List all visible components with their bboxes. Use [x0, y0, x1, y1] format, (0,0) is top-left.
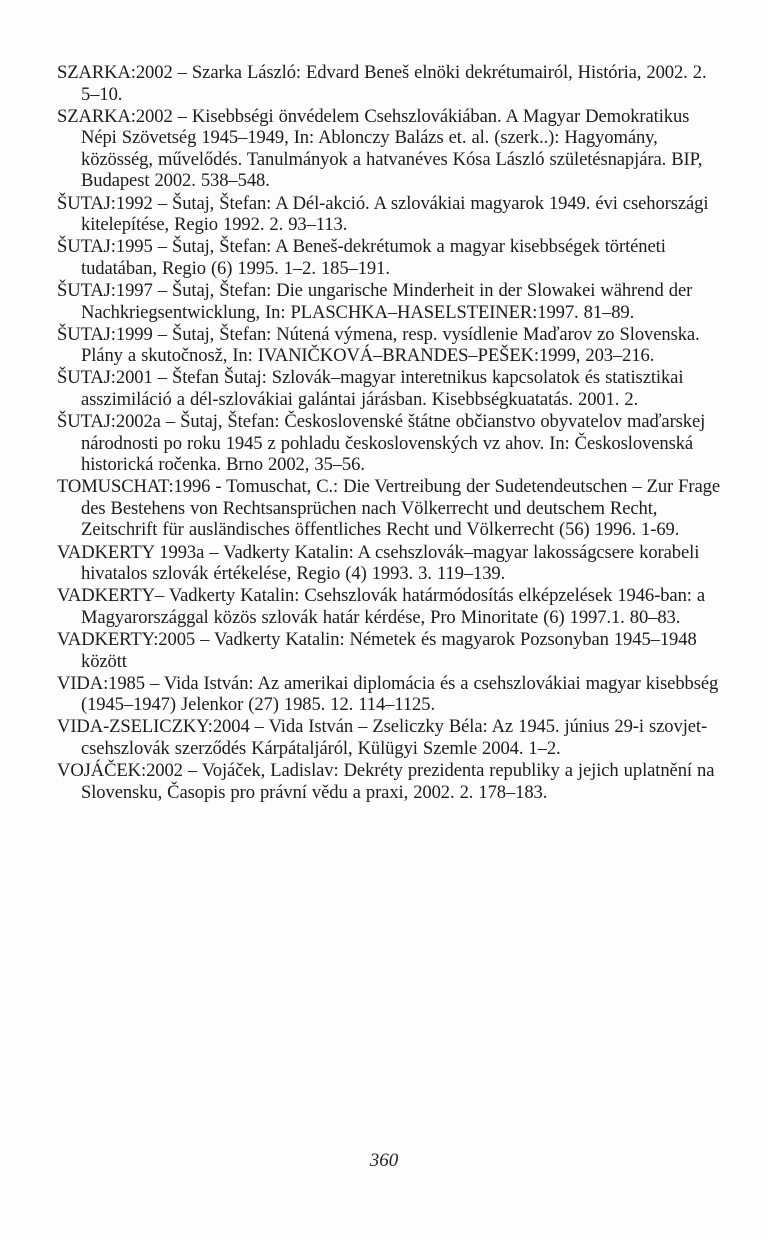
reference-entry: VADKERTY:2005 – Vadkerty Katalin: Németek és magyarok Pozsonyban 1945–1948 között [57, 628, 697, 672]
reference-entry: SZARKA:2002 – Kisebbségi önvédelem Csehszlovákiában. A Magyar Demokratikus Népi Szövetség 1945–1949, In: Ablonczy Balázs et. al. (szerk..): Hagyomány, közösség, művelődés. Tanulmányok a hatvanéves Kósa László születésnapjára. BIP, Budapest 2002. 538–548. [57, 105, 703, 192]
reference-entry: VADKERTY 1993a – Vadkerty Katalin: A csehszlovák–magyar lakosságcsere korabeli hivatalos szlovák értékelése, Regio (4) 1993. 3. 119–139. [57, 541, 700, 585]
reference-entry: VIDA-ZSELICZKY:2004 – Vida István – Zseliczky Béla: Az 1945. június 29-i szovjet-csehszlovák szerződés Kárpátaljáról, Külügyi Szemle 2004. 1–2. [57, 716, 708, 759]
reference-entry: VIDA:1985 – Vida István: Az amerikai diplomácia és a csehszlovákiai magyar kisebbség (1945–1947) Jelenkor (27) 1985. 12. 114–1125. [57, 672, 719, 716]
reference-entry: ŠUTAJ:1995 – Šutaj, Štefan: A Beneš-dekrétumok a magyar kisebbségek történeti tudatában, Regio (6) 1995. 1–2. 185–191. [57, 236, 666, 279]
reference-entry: ŠUTAJ:2002a – Šutaj, Štefan: Československé štátne občianstvo obyvatelov maďarskej národnosti po roku 1945 z pohladu československých vz ahov. In: Československá historická ročenka. Brno 2002, 35–56. [57, 411, 706, 476]
reference-entry: VOJÁČEK:2002 – Vojáček, Ladislav: Dekréty prezidenta republiky a jejich uplatnění na Slovensku, Časopis pro právní vědu a praxi, 2002. 2. 178–183. [57, 760, 715, 803]
reference-entry: ŠUTAJ:1992 – Šutaj, Štefan: A Dél-akció. A szlovákiai magyarok 1949. évi csehországi kitelepítése, Regio 1992. 2. 93–113. [57, 192, 709, 236]
reference-entry: TOMUSCHAT:1996 - Tomuschat, C.: Die Vertreibung der Sudetendeutschen – Zur Frage des Bestehens von Rechtsansprüchen nach Völkerrecht und deutschem Recht, Zeitschrift für ausländisches öffentliches Recht und Völkerrecht (56) 1996. 1-69. [57, 476, 721, 541]
reference-entry: VADKERTY– Vadkerty Katalin: Csehszlovák határmódosítás elképzelések 1946-ban: a Magyarországgal közös szlovák határ kérdése, Pro Minoritate (6) 1997.1. 80–83. [57, 585, 706, 628]
page-number: 360 [369, 1150, 399, 1171]
reference-entry: SZARKA:2002 – Szarka László: Edvard Beneš elnöki dekrétumairól, História, 2002. 2. 5–10. [57, 62, 707, 105]
reference-entry: ŠUTAJ:1999 – Šutaj, Štefan: Nútená výmena, resp. vysídlenie Maďarov zo Slovenska. Plány a skutočnosž, In: IVANIČKOVÁ–BRANDES–PEŠEK:1999, 203–216. [57, 323, 700, 367]
reference-entry: ŠUTAJ:1997 – Šutaj, Štefan: Die ungarische Minderheit in der Slowakei während der Nachkriegsentwicklung, In: PLASCHKA–HASELSTEINER:1997. 81–89. [57, 279, 693, 323]
reference-entry: ŠUTAJ:2001 – Štefan Šutaj: Szlovák–magyar interetnikus kapcsolatok és statisztikai asszimiláció a dél-szlovákiai galántai járásban. Kisebbségkuatatás. 2001. 2. [57, 367, 684, 410]
reference-list [57, 62, 729, 804]
